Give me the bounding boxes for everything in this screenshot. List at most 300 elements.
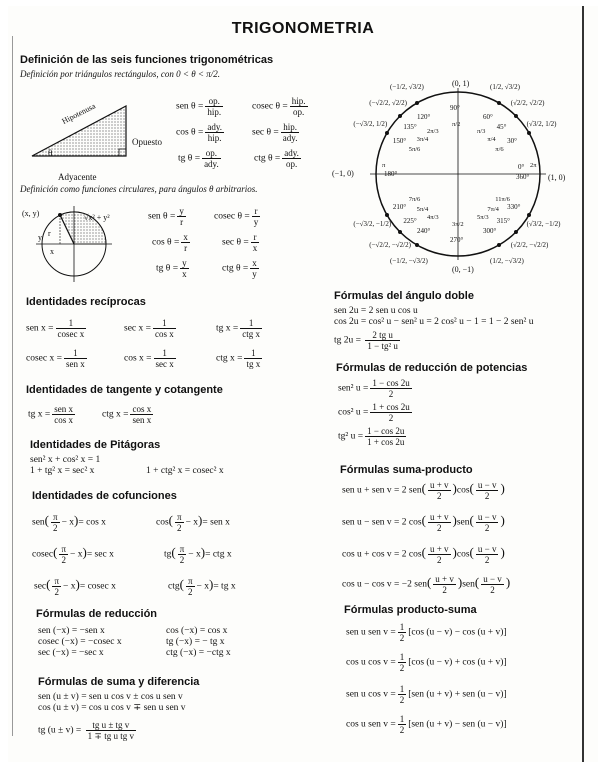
circ-ratio-0-den: r [180,217,184,227]
sub-circular: Definición como funciones circulares, para ángulos θ arbitrarios. [20,184,258,194]
ratio-0-frac [205,96,223,117]
cofun-1-rparen: ) [198,512,203,528]
sumprod-3-a-num: u + v [435,574,454,584]
sumprod-3-a-den: 2 [442,585,447,595]
prodsum-0-den: 2 [399,633,405,643]
uc-rad-7: 5π/3 [477,214,489,222]
sumprod-0-b-den: 2 [484,491,490,501]
circ-ratio-5-lhs: ctg θ = [222,263,249,274]
tang-1-num: cos x [132,404,152,414]
sumprod-1-a-num: u + v [429,512,449,522]
uc-deg-0: 90° [450,104,460,112]
sumprod-2-b-num: u − v [477,544,497,554]
sumprod-2-lp1: ( [421,544,426,560]
prodsum-3-num: 1 [399,714,405,724]
recip-0-num: 1 [56,318,87,329]
uc-coord-4: (√2/2, −√2/2) [510,240,549,249]
tg-sum-den: 1 ∓ tg u tg v [87,731,134,741]
tg-double-num: 2 tg u [365,330,400,341]
ratio-2 [176,122,226,143]
sumprod-1-a-den: 2 [436,523,442,533]
poten-1-lhs: cos² u = [338,407,369,418]
circ-ratio-0-num: y [179,206,184,216]
cofun-3-res: = ctg x [205,549,232,560]
sumprod-3-mid: sen [462,579,475,590]
sumprod-1-lp2: ( [469,512,474,528]
prodsum-1-den: 2 [399,663,405,673]
ratio-0-den: hip. [207,107,222,117]
tang-1-den: sen x [132,415,152,425]
cofun-3-tail: − x [188,549,201,560]
cofun-5-arg-num: π [187,576,193,586]
cofun-3-arg-den: 2 [179,555,185,565]
ratio-4 [178,148,223,169]
recip-5 [216,348,264,369]
sumprod-2-b-frac [476,544,499,565]
recip-3-lhs: cosec x = [26,353,62,364]
cofun-1-lparen: ( [168,512,174,528]
sumprod-2 [342,544,505,565]
prodsum-2-num: 1 [399,684,405,694]
prodsum-2-den: 2 [399,695,405,705]
right-edge-line [582,6,584,762]
circ-ratio-2-den: r [184,243,188,253]
sumprod-1-b-den: 2 [484,523,490,533]
ratio-2-frac [205,122,224,143]
cofun-1-fn: cos [156,517,169,528]
prodsum-3-frac [398,714,407,735]
ratio-4-num: op. [202,148,221,159]
uc-rad-0: π/2 [452,121,461,128]
sumprod-2-b-den: 2 [484,555,490,565]
sumprod-3-lp1: ( [426,574,432,590]
prodsum-0 [346,622,507,643]
tg-sum-num: tg u ± tg v [86,720,136,731]
ratio-5-lhs: ctg θ = [254,153,281,164]
poten-2 [338,426,408,447]
sumprod-0-rp2: ) [500,480,505,496]
sumprod-3-b-frac [481,574,504,595]
heading-def-six: Definición de las seis funciones trigonométricas [20,54,274,66]
uc-rad-14: 3π/4 [416,135,429,143]
cofun-4-arg-frac [52,576,61,597]
cofun-2-fn: cosec [32,549,54,560]
ratio-1 [252,96,310,117]
uc-deg-11: 225° [403,216,417,225]
cofun-1-arg-den: 2 [177,523,182,533]
circ-ratio-1-num: r [252,206,261,217]
sumprod-0-mid: cos [456,485,470,496]
circ-ratio-2-num: x [183,232,188,242]
sumprod-2-a-frac [428,544,451,565]
recip-3 [26,348,89,369]
prodsum-2 [346,684,507,705]
reduc-1-a: cosec (−x) = −cosec x [38,637,122,647]
prodsum-0-frac [398,622,407,643]
prodsum-0-num: 1 [399,622,405,632]
ratio-1-lhs: cosec θ = [252,101,288,112]
recip-4-frac [154,348,176,369]
uc-deg-5: 360° [516,173,530,181]
uc-left: (−1, 0) [332,169,354,178]
heading-pitagoras: Identidades de Pitágoras [30,439,161,451]
recip-3-num: 1 [64,348,87,359]
poten-1-frac [370,402,411,423]
ratio-1-num: hip. [291,96,306,106]
uc-rad-4: 2π [530,162,537,169]
sumprod-1-b-frac [476,512,499,533]
cofun-0-arg-num: π [53,512,58,522]
reduc-1-b: tg (−x) = − tg x [166,637,225,647]
ratio-3-frac [281,122,300,143]
circle-point-label: (x, y) [22,209,40,218]
poten-0-frac [370,378,411,399]
uc-deg-7: 315° [496,216,510,225]
uc-rad-9: 4π/3 [427,214,439,222]
sumprod-0-rp1: ) [452,480,457,496]
recip-0-lhs: sen x = [26,323,54,334]
cofun-4-tail: − x [63,581,76,592]
reduc-0-b: cos (−x) = cos x [166,626,228,636]
sumprod-0-lhs: sen u + sen v = 2 sen [342,485,422,496]
suma-dif-line2: cos (u ± v) = cos u cos v ∓ sen u sen v [38,703,186,713]
recip-2-frac [240,318,262,339]
sumprod-1-rp1: ) [452,512,457,528]
circ-ratio-5 [222,258,261,279]
recip-1-num: 1 [153,318,176,329]
cofun-4-res: = cosec x [79,581,116,592]
cofun-5-arg-frac [186,576,195,597]
poten-0-den: 2 [388,389,394,399]
uc-bottom: (0, −1) [452,265,474,274]
cofun-5-fn: ctg [168,581,180,592]
cofun-1-arg-num: π [177,512,182,522]
reduc-2-a: sec (−x) = −sec x [38,648,104,658]
uc-rad-5: 11π/6 [495,196,510,203]
uc-point-9 [385,131,389,135]
uc-deg-10: 240° [417,227,431,236]
ratio-4-den: ady. [204,159,219,169]
circ-ratio-2-lhs: cos θ = [152,237,180,248]
cofun-1-tail: − x [185,517,199,528]
tg-sum-lhs: tg (u ± v) = [38,725,82,736]
uc-coord-11: (−1/2, √3/2) [390,83,424,92]
sumprod-3-rp1: ) [457,574,463,590]
sumprod-1-mid: sen [456,517,470,528]
sumprod-2-rp1: ) [452,544,457,560]
sumprod-3-lhs: cos u − cos v = −2 sen [342,579,427,590]
cofun-0-tail: − x [61,517,75,528]
poten-1-num: 1 + cos 2u [372,402,410,412]
ratio-0 [176,96,225,117]
uc-deg-3: 30° [507,137,517,145]
poten-2-den: 1 + cos 2u [367,437,405,447]
doble-line2: cos 2u = cos² u − sen² u = 2 cos² u − 1 = 1 − 2 sen² u [334,317,534,327]
circ-ratio-1-frac [252,206,261,227]
prodsum-2-frac [398,684,407,705]
cofun-2-arg-frac [59,544,68,565]
cofun-5-tail: − x [196,581,209,592]
cofun-2-arg-den: 2 [61,555,66,565]
uc-coord-5: (1/2, −√3/2) [490,256,524,265]
ratio-1-den: op. [293,107,305,117]
uc-coord-0: (1/2, √3/2) [490,83,520,92]
ratio-0-lhs: sen θ = [176,101,204,112]
circ-ratio-1-den: y [253,217,259,227]
prodsum-3-den: 2 [399,725,405,735]
poten-0-num: 1 − cos 2u [372,378,410,388]
cofun-3-rparen: ) [200,544,206,560]
prodsum-3-rhs: [sen (u + v) − sen (u − v)] [408,719,507,730]
ratio-4-frac [202,148,221,169]
prodsum-1-lhs: cos u cos v = [346,657,396,668]
sumprod-0-b-num: u − v [477,480,497,490]
recip-5-lhs: ctg x = [216,353,243,364]
heading-cofunciones: Identidades de cofunciones [32,490,177,502]
recip-4-den: sec x [155,359,174,369]
reduc-0-a: sen (−x) = −sen x [38,626,105,636]
uc-deg-4: 0° [518,163,525,171]
sumprod-0-a-frac [428,480,451,501]
sumprod-0-a-den: 2 [436,491,442,501]
recip-0 [26,318,88,339]
uc-point-7 [398,230,402,234]
label-opposite: Opuesto [132,137,162,147]
prodsum-2-rhs: [sen (u + v) + sen (u − v)] [408,689,507,700]
circ-ratio-3-den: x [252,243,258,253]
tang-1-frac [130,404,153,425]
ratio-5 [254,148,303,169]
cofun-4-arg-num: π [54,576,60,586]
circ-ratio-3-lhs: sec θ = [222,237,249,248]
circle-r-label: r [48,229,51,238]
circ-ratio-4-frac [180,258,189,279]
uc-point-11 [415,101,419,105]
pitagoras-line2a: 1 + tg² x = sec² x [30,466,95,476]
doble-line1: sen 2u = 2 sen u cos u [334,306,418,316]
tang-0-num: sen x [54,404,73,414]
uc-point-6 [415,243,419,247]
tang-0-den: cos x [54,415,73,425]
uc-coord-10: (−√2/2, √2/2) [369,99,407,108]
uc-coord-1: (√2/2, √2/2) [510,99,545,108]
page-title: TRIGONOMETRIA [231,20,375,37]
circ-ratio-5-num: x [252,258,257,268]
tang-1-lhs: ctg x = [102,409,129,420]
ratio-5-frac [282,148,301,169]
recip-1-den: cos x [155,329,174,339]
sumprod-1-b-num: u − v [477,512,497,522]
recip-5-num: 1 [244,348,262,359]
prodsum-1-frac [398,652,407,673]
recip-2-num: 1 [240,318,262,329]
recip-2-den: ctg x [242,329,260,339]
sumprod-3-rp2: ) [505,574,511,590]
uc-coord-2: (√3/2, 1/2) [526,120,557,128]
uc-deg-2: 45° [496,123,507,132]
cofun-2-arg-num: π [61,544,66,554]
ratio-3-den: ady. [282,133,298,143]
cofun-5 [168,576,236,597]
uc-point-10 [398,114,402,118]
prodsum-2-lhs: sen u cos v = [346,689,396,700]
uc-rad-11: 7π/6 [408,196,421,203]
sumprod-2-rp2: ) [500,544,505,560]
tang-0 [28,404,77,425]
uc-deg-14: 150° [392,137,407,145]
cofun-4-lparen: ( [46,576,51,592]
uc-deg-6: 330° [507,203,521,211]
cofun-3-fn: tg [164,549,172,560]
uc-rad-15: 2π/3 [427,127,439,135]
uc-deg-9: 270° [450,236,464,244]
cofun-5-lparen: ( [179,576,184,592]
cofun-3-lparen: ( [171,544,176,560]
ratio-5-den: op. [285,159,298,169]
tang-1 [102,404,155,425]
sumprod-0-a-num: u + v [429,480,449,490]
uc-deg-15: 135° [403,123,417,132]
circ-ratio-5-den: y [252,269,257,279]
circ-ratio-3 [222,232,261,253]
prodsum-1-num: 1 [399,652,405,662]
sumprod-2-lp2: ( [469,544,474,560]
prodsum-3 [346,714,507,735]
uc-rad-10: 5π/4 [416,206,429,214]
recip-4 [124,348,178,369]
tg-double-den: 1 − tg² u [367,341,398,351]
uc-rad-6: 7π/4 [487,206,499,214]
cofun-0-lparen: ( [44,512,50,528]
cofun-2-lparen: ( [53,544,58,560]
recip-5-frac [244,348,262,369]
uc-point-5 [497,243,501,247]
cofun-1-res: = sen x [202,517,230,528]
uc-coord-7: (−√2/2, −√2/2) [369,240,411,249]
cofun-5-arg-den: 2 [187,587,193,597]
tang-0-frac [52,404,75,425]
recip-3-den: sen x [65,359,85,369]
cofun-0-arg-den: 2 [53,523,58,533]
uc-rad-3: π/6 [495,146,504,153]
circ-ratio-2 [152,232,192,253]
sumprod-0-lp2: ( [469,480,474,496]
prodsum-1-rhs: [cos (u − v) + cos (u + v)] [408,657,507,668]
sumprod-1-rp2: ) [500,512,505,528]
pitagoras-line2b: 1 + ctg² x = cosec² x [146,466,224,476]
ratio-3 [252,122,301,143]
heading-producto-suma: Fórmulas producto-suma [344,604,477,616]
label-hypotenuse: Hipotenusa [60,101,98,126]
uc-rad-13: 5π/6 [408,146,421,153]
recip-1 [124,318,178,339]
sumprod-3 [342,574,510,595]
formula-sheet [8,6,598,762]
circ-ratio-4-den: x [182,269,187,279]
uc-rad-2: π/4 [487,135,496,143]
circ-ratio-4-num: y [182,258,187,268]
circle-y-label: y [38,233,42,242]
ratio-5-num: ady. [284,148,299,158]
uc-rad-12: π [382,162,386,169]
recip-2 [216,318,264,339]
poten-1 [338,402,414,423]
circle-radius-label: √x² + y² [84,213,110,222]
poten-1-den: 2 [388,413,394,423]
sumprod-3-lp2: ( [474,574,480,590]
cofun-0-res: = cos x [78,517,106,528]
poten-0-lhs: sen² u = [338,383,369,394]
heading-reciprocas: Identidades recíprocas [26,296,146,308]
uc-coord-9: (−√3/2, 1/2) [353,120,388,128]
sumprod-0 [342,480,505,501]
ratio-3-num: hip. [281,122,300,133]
cofun-1-arg-frac [175,512,184,533]
uc-point-8 [385,213,389,217]
recip-5-den: tg x [246,359,261,369]
left-margin-line [12,36,13,736]
uc-rad-1: π/3 [477,127,486,135]
circ-ratio-3-frac [251,232,260,253]
circ-ratio-2-frac [181,232,190,253]
circ-ratio-0-frac [177,206,186,227]
recip-3-frac [64,348,87,369]
circ-ratio-3-num: r [251,232,260,243]
cofun-0-rparen: ) [74,512,79,528]
label-theta: θ [48,148,53,158]
poten-2-num: 1 − cos 2u [367,426,405,436]
recip-1-frac [153,318,176,339]
cofun-0 [32,512,106,533]
heading-tangente: Identidades de tangente y cotangente [26,384,223,396]
uc-point-0 [497,101,501,105]
ratio-2-num: ady. [207,122,222,132]
heading-suma-dif: Fórmulas de suma y diferencia [38,676,200,688]
circ-ratio-5-frac [250,258,259,279]
recip-1-lhs: sec x = [124,323,151,334]
heading-doble: Fórmulas del ángulo doble [334,290,474,302]
cofun-0-fn: sen [32,517,45,528]
uc-top: (0, 1) [452,79,470,88]
recip-4-lhs: cos x = [124,353,152,364]
reduc-2-b: ctg (−x) = −ctg x [166,648,231,658]
cofun-4-arg-den: 2 [54,587,59,597]
cofun-5-rparen: ) [208,576,214,592]
circ-ratio-0 [148,206,188,227]
cofun-2 [32,544,114,565]
cofun-3 [164,544,232,565]
uc-point-2 [527,131,531,135]
sumprod-3-b-den: 2 [490,585,495,595]
heading-potencias: Fórmulas de reducción de potencias [336,362,528,374]
poten-2-lhs: tg² u = [338,431,364,442]
uc-right: (1, 0) [548,173,566,182]
tg-double-lhs: tg 2u = [334,335,361,346]
tang-0-lhs: tg x = [28,409,51,420]
sub-right-triangle: Definición por triángulos rectángulos, con 0 < θ < π/2. [20,69,220,79]
ratio-0-num: op. [205,96,223,107]
heading-reduccion: Fórmulas de reducción [36,608,158,620]
circle-x-label: x [50,247,54,256]
sumprod-2-mid: cos [456,549,470,560]
sumprod-1 [342,512,505,533]
suma-dif-line1: sen (u ± v) = sen u cos v ± cos u sen v [38,692,183,702]
poten-0 [338,378,414,399]
uc-coord-3: (√3/2, −1/2) [526,220,561,228]
uc-deg-13: 180° [384,170,398,178]
uc-deg-8: 300° [483,227,497,236]
sumprod-2-a-num: u + v [429,544,449,554]
